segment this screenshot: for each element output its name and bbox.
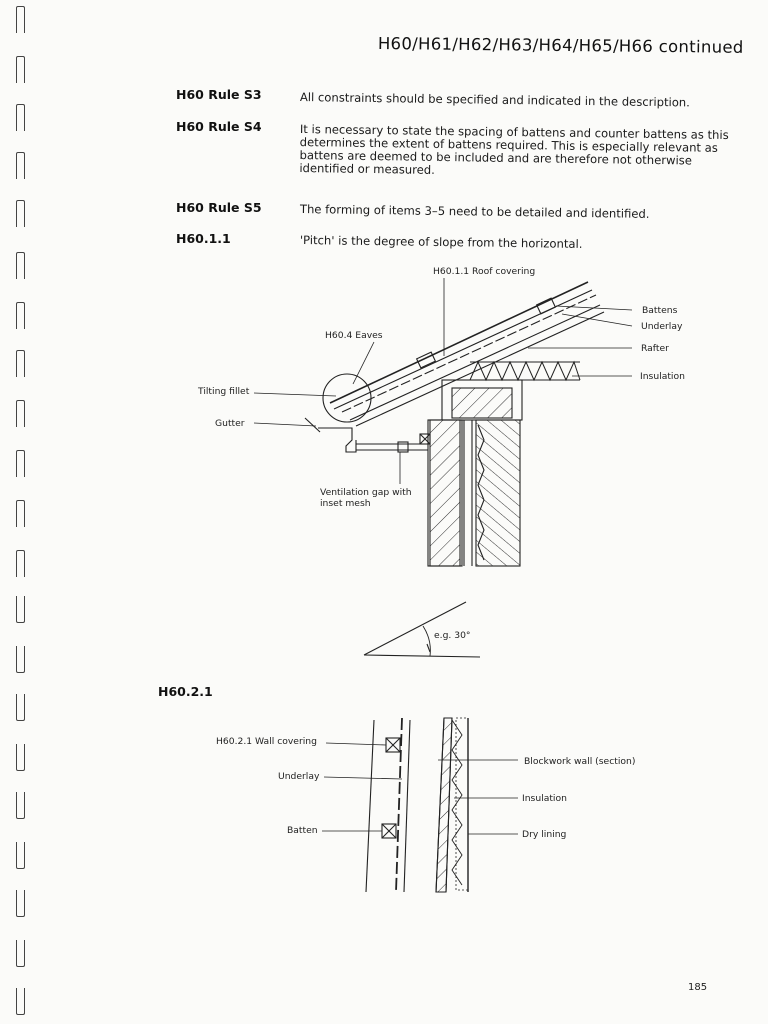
rule-text-s4: It is necessary to state the spacing of battens and counter battens as this determines the extent of battens required. This is especially relevant as battens are deemed to be included and are therefore not otherwise identified or measured.	[299, 122, 729, 177]
label-blockwork-wall: Blockwork wall (section)	[524, 756, 636, 767]
rule-label-h60-1-1: H60.1.1	[176, 231, 231, 246]
label-rafter: Rafter	[641, 343, 669, 354]
label-underlay: Underlay	[641, 321, 683, 332]
label-pitch-angle: e.g. 30°	[434, 630, 471, 641]
rule-label-s5: H60 Rule S5	[176, 200, 262, 215]
label-gutter: Gutter	[215, 418, 245, 429]
section-label-h60-2-1: H60.2.1	[158, 684, 213, 699]
rule-label-s3: H60 Rule S3	[176, 87, 262, 102]
label-eaves: H60.4 Eaves	[325, 330, 383, 341]
label-dry-lining: Dry lining	[522, 829, 567, 840]
label-roof-covering: H60.1.1 Roof covering	[433, 266, 536, 277]
roof-eaves-diagram	[305, 282, 604, 566]
rule-label-s4: H60 Rule S4	[176, 119, 262, 134]
label-insulation-roof: Insulation	[640, 371, 685, 382]
page-number: 185	[688, 982, 708, 993]
label-battens: Battens	[642, 305, 678, 316]
rule-text-h60-1-1: 'Pitch' is the degree of slope from the horizontal.	[299, 233, 583, 251]
label-ventilation-gap: Ventilation gap with inset mesh	[320, 487, 412, 509]
wall-section-diagram	[366, 718, 468, 892]
label-underlay-wall: Underlay	[278, 771, 320, 782]
label-insulation-wall: Insulation	[522, 793, 567, 804]
label-batten: Batten	[287, 825, 318, 836]
wall-leader-lines	[322, 743, 518, 834]
label-tilting-fillet: Tilting fillet	[198, 386, 250, 397]
page-header-title: H60/H61/H62/H63/H64/H65/H66 continued	[377, 34, 744, 57]
label-wall-covering: H60.2.1 Wall covering	[216, 736, 317, 747]
rule-text-s5: The forming of items 3–5 need to be detailed and identified.	[299, 202, 650, 221]
rule-text-s3: All constraints should be specified and indicated in the description.	[299, 90, 690, 110]
